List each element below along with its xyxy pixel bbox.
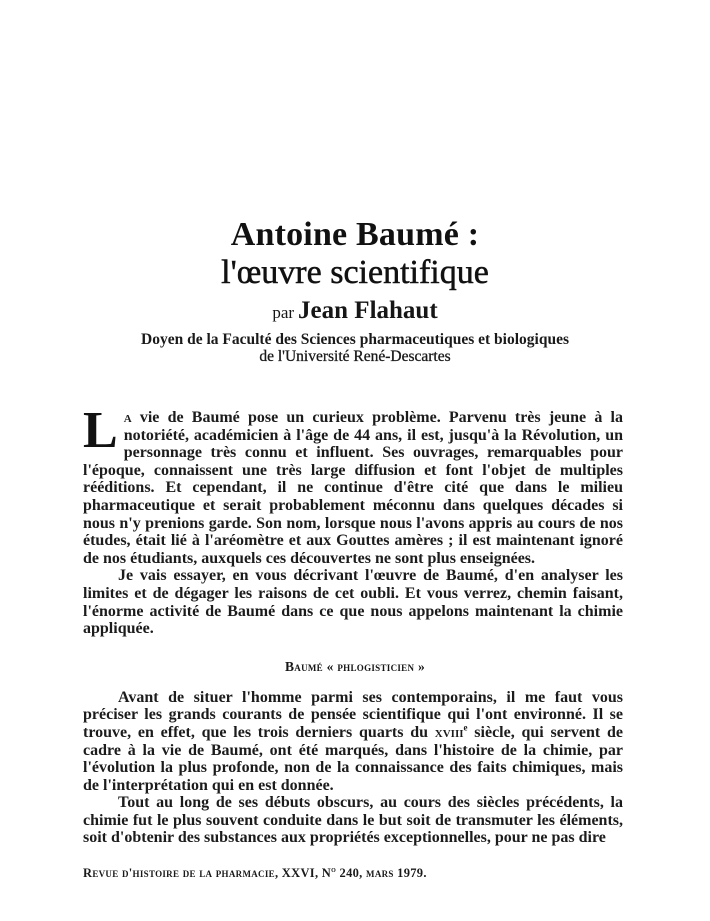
section-body <box>83 689 623 847</box>
section-paragraph-1 <box>83 689 623 795</box>
intro-paragraph-2: Je vais essayer, en vous décrivant l'œuvre de Baumé, d'en analyser les limites et de dégager les raisons de cet oubli. Et vous verrez, chemin faisant, l'énorme activité de Baumé dans ce que nous appelons maintenant la chimie appliquée. <box>83 567 623 638</box>
drop-cap: L <box>83 402 118 459</box>
lead-smallcaps: a <box>123 409 132 426</box>
section-heading: Baumé « phlogisticien » <box>284 658 426 674</box>
section-paragraph-1-part2: siècle, qui servent de cadre à la vie de Baumé, ont été marqués, dans l'histoire de la chimie, par l'évolution la plus profonde, non de la connaissance des faits chimiques, mais de l'interprétation qui en est donnée. <box>83 723 624 794</box>
section-paragraph-1-part1: Avant de situer l'homme parmi ses contemporains, il me faut vous préciser les grands courants de pensée scientifique qui l'ont environné. Il se trouve, en effet, que les trois derniers quarts du <box>83 688 623 741</box>
intro-paragraph-1 <box>83 402 623 567</box>
intro-section <box>83 402 623 638</box>
article-title-line2: l'œuvre scientifique <box>221 254 489 291</box>
article-title-line1: Antoine Baumé : <box>230 216 480 253</box>
author-name: Jean Flahaut <box>298 297 438 324</box>
byline <box>0 296 710 329</box>
journal-footer <box>83 865 623 881</box>
journal-citation: Revue d'histoire de la pharmacie, XXVI, N <box>83 866 332 881</box>
section-paragraph-2: Tout au long de ses débuts obscurs, au cours des siècles précédents, la chimie fut le plus souvent conduite dans le but soit de transmuter les éléments, soit d'obtenir des substances aux propriétés exceptionnelles, pour ne pas dire <box>83 794 623 847</box>
affiliation-line2: de l'Université René-Descartes <box>259 348 451 365</box>
byline-prefix: par <box>272 303 295 322</box>
century-roman: xviii <box>434 723 464 741</box>
affiliation-line1: Doyen de la Faculté des Sciences pharmaceutiques et biologiques <box>141 331 569 348</box>
century-suffix: e <box>463 722 468 733</box>
journal-issue: 240, mars 1979. <box>336 866 427 881</box>
number-superscript: o <box>331 863 337 874</box>
intro-paragraph-1-text: vie de Baumé pose un curieux problème. Parvenu très jeune à la notoriété, académicien à l'âge de 44 ans, il est, jusqu'à la Révolution, un personnage très connu et influent. Ses ouvrages, remarquables pour l'époque, connaissent une très large diffusion et font l'objet de multiples rééditions. Et cependant, il ne continue d'être cité que dans le milieu pharmaceutique et serait probablement méconnu dans quelques décades si nous n'y prenions garde. Son nom, lorsque nous l'avons appris au cours de nos études, était lié à l'aréomètre et aux Gouttes amères ; il est maintenant ignoré de nos étudiants, auxquels ces découvertes ne sont plus enseignées. <box>83 409 623 567</box>
